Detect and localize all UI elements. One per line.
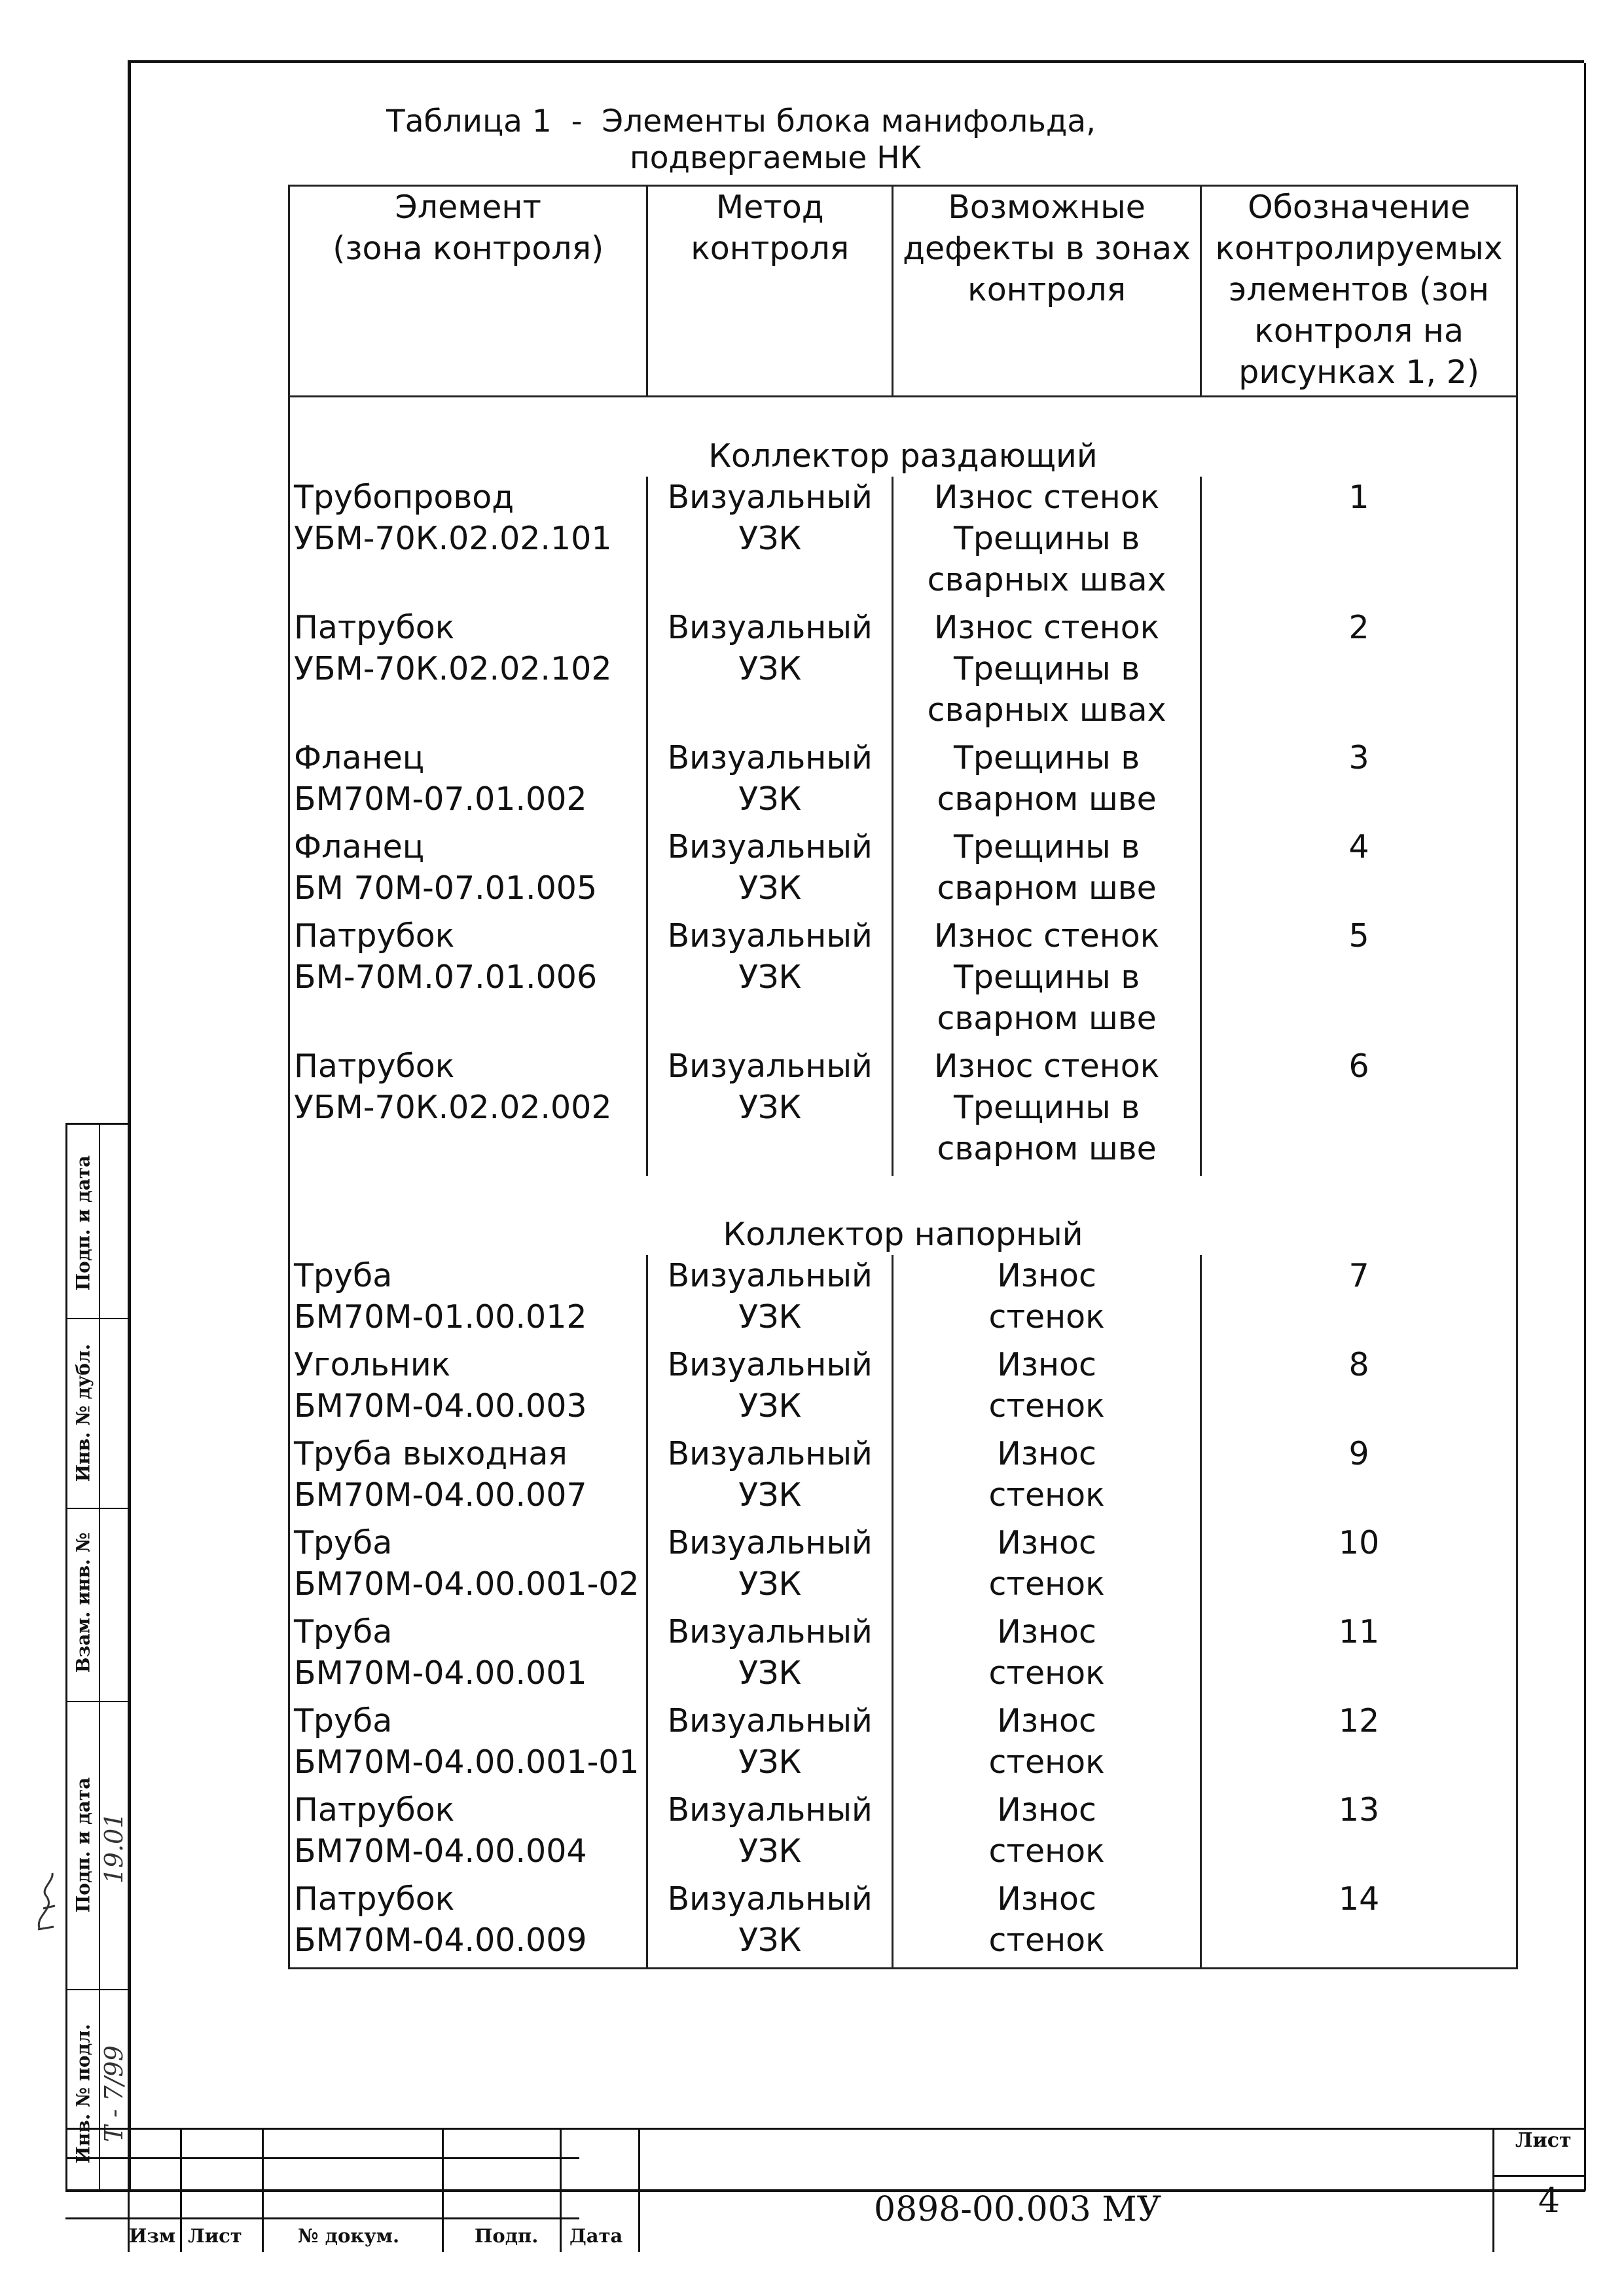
cell-method-line: Визуальный bbox=[667, 1880, 873, 1918]
cell-defects-line: сварном шве bbox=[937, 1000, 1157, 1037]
table-row bbox=[289, 477, 1517, 607]
cell-defects-line: Износ стенок bbox=[933, 917, 1160, 955]
cell-defects-line: Трещины в bbox=[953, 739, 1140, 776]
cell-defects-line: сварных швах bbox=[927, 561, 1166, 598]
cell-element bbox=[289, 826, 647, 915]
cell-designation: 2 bbox=[1348, 609, 1369, 646]
cell-defects-line: Износ bbox=[997, 1435, 1096, 1472]
cell-method-line: УЗК bbox=[738, 1387, 802, 1425]
stamp-line bbox=[65, 2217, 579, 2219]
cell-element-line: БМ70М-04.00.001-02 bbox=[294, 1565, 640, 1603]
table-row bbox=[289, 1611, 1517, 1700]
cell-designation: 4 bbox=[1348, 828, 1369, 866]
cell-method bbox=[647, 1522, 892, 1611]
caption-line-1: Таблица 1 - Элементы блока манифольда, bbox=[386, 103, 1096, 139]
cell-designation: 14 bbox=[1338, 1880, 1380, 1918]
cell-defects bbox=[892, 915, 1200, 1046]
cell-element bbox=[289, 1255, 647, 1344]
sidebar-divider bbox=[67, 1508, 130, 1509]
table-row bbox=[289, 1344, 1517, 1433]
stamp-col-date: Дата bbox=[569, 2225, 623, 2247]
cell-defects-line: Износ bbox=[997, 1791, 1096, 1829]
stamp-line bbox=[442, 2128, 444, 2252]
cell-element-line: БМ70М-04.00.004 bbox=[294, 1832, 587, 1870]
cell-designation: 1 bbox=[1348, 479, 1369, 516]
stamp-line bbox=[560, 2128, 562, 2252]
cell-element-line: Патрубок bbox=[294, 917, 455, 955]
cell-method-line: УЗК bbox=[738, 1298, 802, 1336]
cell-element bbox=[289, 477, 647, 607]
cell-designation: 8 bbox=[1348, 1346, 1369, 1383]
stamp-line bbox=[1492, 2175, 1584, 2177]
header-method: Метод контроля bbox=[647, 186, 892, 397]
stamp-line bbox=[262, 2128, 264, 2252]
cell-designation: 9 bbox=[1348, 1435, 1369, 1472]
cell-element-line: Патрубок bbox=[294, 1791, 455, 1829]
cell-method-line: Визуальный bbox=[667, 1346, 873, 1383]
cell-element bbox=[289, 1611, 647, 1700]
table-row bbox=[289, 1700, 1517, 1789]
cell-element bbox=[289, 1878, 647, 1969]
sidebar-label-dup-inv: Инв. № дубл. bbox=[72, 1343, 94, 1482]
cell-defects-line: Трещины в bbox=[953, 650, 1140, 687]
cell-method-line: УЗК bbox=[738, 1089, 802, 1126]
cell-method bbox=[647, 1789, 892, 1878]
cell-element-line: Труба bbox=[294, 1257, 393, 1294]
sidebar-label-replace-inv: Взам. инв. № bbox=[72, 1532, 94, 1673]
cell-designation: 13 bbox=[1338, 1791, 1380, 1829]
header-element: Элемент (зона контроля) bbox=[289, 186, 647, 397]
frame-right-border bbox=[1584, 63, 1586, 2191]
cell-method-line: УЗК bbox=[738, 780, 802, 818]
cell-defects-line: Трещины в bbox=[953, 520, 1140, 557]
stamp-line bbox=[180, 2128, 182, 2252]
cell-defects-line: сварном шве bbox=[937, 869, 1157, 907]
cell-element-line: Трубопровод bbox=[294, 479, 514, 516]
cell-element-line: Фланец bbox=[294, 739, 425, 776]
cell-method bbox=[647, 826, 892, 915]
sheet-label: Лист bbox=[1515, 2129, 1572, 2152]
cell-defects bbox=[892, 1255, 1200, 1344]
cell-method bbox=[647, 1700, 892, 1789]
cell-element-line: БМ70М-04.00.001 bbox=[294, 1654, 587, 1692]
table-row bbox=[289, 826, 1517, 915]
cell-element-line: Труба выходная bbox=[294, 1435, 568, 1472]
cell-defects-line: Трещины в bbox=[953, 1089, 1140, 1126]
cell-method-line: Визуальный bbox=[667, 917, 873, 955]
cell-element bbox=[289, 915, 647, 1046]
cell-element-line: БМ-70М.07.01.006 bbox=[294, 958, 598, 996]
table-row bbox=[289, 1433, 1517, 1522]
cell-defects-line: стенок bbox=[988, 1832, 1105, 1870]
cell-defects-line: стенок bbox=[988, 1922, 1105, 1959]
cell-method-line: Визуальный bbox=[667, 1702, 873, 1740]
cell-method-line: Визуальный bbox=[667, 1524, 873, 1561]
cell-method-line: Визуальный bbox=[667, 1791, 873, 1829]
sidebar-divider bbox=[67, 1989, 130, 1990]
cell-element-line: БМ70М-04.00.009 bbox=[294, 1922, 587, 1959]
cell-method-line: УЗК bbox=[738, 1743, 802, 1781]
inspection-table bbox=[288, 185, 1518, 1969]
table-body bbox=[289, 397, 1517, 1969]
cell-defects-line: Износ bbox=[997, 1702, 1096, 1740]
cell-defects bbox=[892, 1789, 1200, 1878]
cell-defects bbox=[892, 1433, 1200, 1522]
cell-element bbox=[289, 737, 647, 826]
cell-defects-line: Трещины в bbox=[953, 958, 1140, 996]
cell-designation: 3 bbox=[1348, 739, 1369, 776]
sidebar-divider bbox=[67, 1701, 130, 1702]
cell-method bbox=[647, 607, 892, 737]
cell-method-line: УЗК bbox=[738, 869, 802, 907]
sheet-number: 4 bbox=[1538, 2181, 1561, 2221]
cell-method bbox=[647, 1611, 892, 1700]
cell-defects-line: сварных швах bbox=[927, 691, 1166, 729]
stamp-col-change: Изм bbox=[129, 2225, 176, 2247]
cell-defects-line: стенок bbox=[988, 1387, 1105, 1425]
cell-defects-line: стенок bbox=[988, 1654, 1105, 1692]
table-row bbox=[289, 1255, 1517, 1344]
cell-defects-line: стенок bbox=[988, 1743, 1105, 1781]
table-row bbox=[289, 1046, 1517, 1176]
cell-element bbox=[289, 1344, 647, 1433]
table-row bbox=[289, 1789, 1517, 1878]
cell-element-line: БМ70М-07.01.002 bbox=[294, 780, 587, 818]
table-row bbox=[289, 737, 1517, 826]
cell-defects-line: Износ bbox=[997, 1346, 1096, 1383]
stamp-line bbox=[638, 2128, 640, 2252]
cell-element-line: Труба bbox=[294, 1702, 393, 1740]
cell-element-line: БМ70М-04.00.001-01 bbox=[294, 1743, 640, 1781]
cell-defects bbox=[892, 477, 1200, 607]
cell-element-line: УБМ-70К.02.02.101 bbox=[294, 520, 612, 557]
cell-element-line: Патрубок bbox=[294, 609, 455, 646]
section-header-row bbox=[289, 1176, 1517, 1255]
signature-icon bbox=[34, 1869, 59, 1935]
cell-defects-line: стенок bbox=[988, 1298, 1105, 1336]
cell-defects bbox=[892, 737, 1200, 826]
cell-method bbox=[647, 915, 892, 1046]
cell-element-line: БМ70М-04.00.003 bbox=[294, 1387, 587, 1425]
stamp-line bbox=[65, 2128, 1584, 2130]
cell-element-line: Фланец bbox=[294, 828, 425, 866]
section-header-row bbox=[289, 397, 1517, 477]
sidebar-column-divider bbox=[99, 1125, 100, 2192]
cell-method bbox=[647, 1878, 892, 1969]
cell-method-line: УЗК bbox=[738, 1565, 802, 1603]
cell-method-line: Визуальный bbox=[667, 1257, 873, 1294]
cell-defects-line: Износ стенок bbox=[933, 479, 1160, 516]
title-block-stamp bbox=[128, 2128, 1584, 2252]
cell-defects-line: Износ bbox=[997, 1257, 1096, 1294]
cell-defects bbox=[892, 1522, 1200, 1611]
cell-element bbox=[289, 1522, 647, 1611]
cell-defects-line: Износ bbox=[997, 1524, 1096, 1561]
cell-element-line: УБМ-70К.02.02.102 bbox=[294, 650, 612, 687]
header-designation: Обозначение контролируемых элементов (зон контроля на рисунках 1, 2) bbox=[1201, 186, 1517, 397]
cell-defects-line: Износ bbox=[997, 1613, 1096, 1650]
cell-defects-line: Износ bbox=[997, 1880, 1096, 1918]
stamp-col-signature: Подп. bbox=[475, 2225, 539, 2247]
cell-defects-line: Износ стенок bbox=[933, 1048, 1160, 1085]
cell-method-line: УЗК bbox=[738, 1654, 802, 1692]
section-title: Коллектор напорный bbox=[723, 1216, 1083, 1253]
table-header bbox=[289, 186, 1517, 397]
cell-defects-line: Износ стенок bbox=[933, 609, 1160, 646]
cell-element bbox=[289, 607, 647, 737]
cell-defects bbox=[892, 1700, 1200, 1789]
cell-method bbox=[647, 1433, 892, 1522]
cell-designation: 7 bbox=[1348, 1257, 1369, 1294]
cell-defects bbox=[892, 1344, 1200, 1433]
cell-method-line: Визуальный bbox=[667, 739, 873, 776]
document-code: 0898-00.003 МУ bbox=[874, 2190, 1162, 2229]
cell-method-line: Визуальный bbox=[667, 1613, 873, 1650]
cell-method bbox=[647, 1046, 892, 1176]
cell-element-line: Патрубок bbox=[294, 1880, 455, 1918]
cell-defects bbox=[892, 1611, 1200, 1700]
cell-designation: 5 bbox=[1348, 917, 1369, 955]
cell-method-line: УЗК bbox=[738, 1476, 802, 1514]
cell-element-line: Труба bbox=[294, 1524, 393, 1561]
stamp-col-doc-number: № докум. bbox=[298, 2225, 400, 2247]
cell-method-line: Визуальный bbox=[667, 828, 873, 866]
cell-method-line: УЗК bbox=[738, 958, 802, 996]
cell-element-line: БМ70М-01.00.012 bbox=[294, 1298, 587, 1336]
cell-method-line: УЗК bbox=[738, 520, 802, 557]
table-caption bbox=[386, 103, 1096, 177]
cell-element bbox=[289, 1433, 647, 1522]
cell-defects-line: сварном шве bbox=[937, 780, 1157, 818]
cell-designation: 10 bbox=[1338, 1524, 1380, 1561]
cell-method-line: Визуальный bbox=[667, 1048, 873, 1085]
cell-designation: 12 bbox=[1338, 1702, 1380, 1740]
cell-method bbox=[647, 737, 892, 826]
cell-method-line: Визуальный bbox=[667, 609, 873, 646]
handwritten-date: 19.01 bbox=[99, 1812, 128, 1884]
stamp-col-sheet: Лист bbox=[188, 2225, 242, 2247]
section-title: Коллектор раздающий bbox=[708, 437, 1098, 475]
header-defects: Возможные дефекты в зонах контроля bbox=[892, 186, 1200, 397]
cell-method-line: УЗК bbox=[738, 650, 802, 687]
cell-designation: 6 bbox=[1348, 1048, 1369, 1085]
table-row bbox=[289, 915, 1517, 1046]
caption-line-2: подвергаемые НК bbox=[630, 140, 922, 176]
cell-element-line: УБМ-70К.02.02.002 bbox=[294, 1089, 612, 1126]
cell-method bbox=[647, 1344, 892, 1433]
cell-method bbox=[647, 477, 892, 607]
approval-sidebar bbox=[65, 1123, 128, 2192]
cell-element-line: Угольник bbox=[294, 1346, 451, 1383]
cell-designation: 11 bbox=[1338, 1613, 1380, 1650]
handwritten-inventory-number: Т - 7/99 bbox=[99, 2045, 128, 2142]
cell-element-line: Труба bbox=[294, 1613, 393, 1650]
cell-method-line: Визуальный bbox=[667, 1435, 873, 1472]
sidebar-label-sign-date-2: Подп. и дата bbox=[72, 1777, 94, 1913]
sidebar-label-sign-date: Подп. и дата bbox=[72, 1155, 94, 1291]
cell-defects-line: стенок bbox=[988, 1565, 1105, 1603]
cell-defects bbox=[892, 1046, 1200, 1176]
cell-defects bbox=[892, 826, 1200, 915]
cell-method-line: УЗК bbox=[738, 1922, 802, 1959]
table-row bbox=[289, 607, 1517, 737]
cell-method-line: Визуальный bbox=[667, 479, 873, 516]
cell-defects bbox=[892, 607, 1200, 737]
cell-defects-line: сварном шве bbox=[937, 1130, 1157, 1167]
cell-element bbox=[289, 1046, 647, 1176]
frame-top-border bbox=[128, 60, 1584, 63]
table-row bbox=[289, 1878, 1517, 1969]
stamp-line bbox=[1492, 2128, 1494, 2252]
sidebar-divider bbox=[67, 1318, 130, 1319]
sidebar-label-orig-inv: Инв. № подл. bbox=[72, 2024, 94, 2164]
cell-method-line: УЗК bbox=[738, 1832, 802, 1870]
cell-defects-line: Трещины в bbox=[953, 828, 1140, 866]
cell-defects-line: стенок bbox=[988, 1476, 1105, 1514]
cell-element bbox=[289, 1789, 647, 1878]
cell-element-line: БМ 70М-07.01.005 bbox=[294, 869, 598, 907]
table-row bbox=[289, 1522, 1517, 1611]
cell-method bbox=[647, 1255, 892, 1344]
cell-element-line: Патрубок bbox=[294, 1048, 455, 1085]
cell-element-line: БМ70М-04.00.007 bbox=[294, 1476, 587, 1514]
cell-element bbox=[289, 1700, 647, 1789]
cell-defects bbox=[892, 1878, 1200, 1969]
stamp-line bbox=[65, 2157, 579, 2159]
